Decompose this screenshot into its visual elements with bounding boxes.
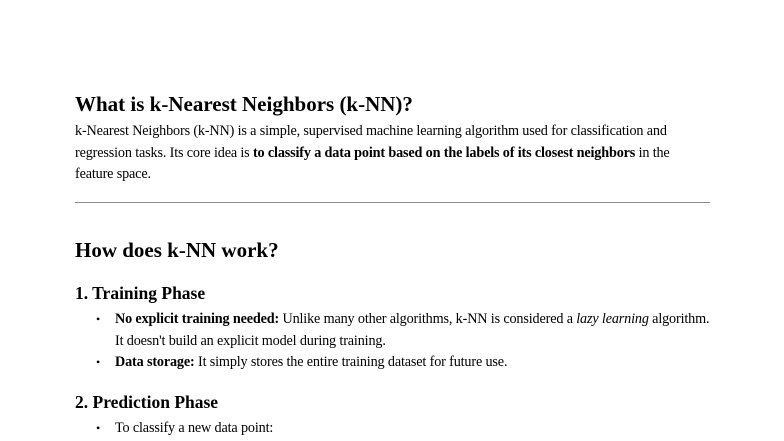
section-title-how-knn-works: How does k-NN work? <box>75 238 279 262</box>
bullet-icon: • <box>96 355 101 369</box>
bullet-icon: • <box>96 312 101 326</box>
training-phase-list <box>75 309 710 374</box>
subheading-prediction-phase: 2. Prediction Phase <box>75 392 219 412</box>
subheading-training-phase: 1. Training Phase <box>75 283 206 303</box>
intro-text-end: in the feature space. <box>75 144 670 182</box>
list-item-text-end: algorithm. It doesn't build an explicit model during training. <box>115 311 710 349</box>
list-item <box>75 309 710 352</box>
list-item <box>75 418 710 440</box>
section-title-what-is-knn: What is k-Nearest Neighbors (k-NN)? <box>75 92 413 116</box>
prediction-phase-list <box>75 418 710 440</box>
bullet-icon: • <box>96 421 101 435</box>
list-item-bold: Data storage: <box>115 354 195 370</box>
list-item-text: To classify a new data point: <box>115 420 274 436</box>
intro-paragraph <box>75 121 710 186</box>
section-divider <box>75 202 710 203</box>
intro-text-start: k-Nearest Neighbors (k-NN) is a simple, supervised machine learning algorithm used for classification and regression tasks. Its core idea is <box>75 123 667 161</box>
list-item <box>75 352 710 374</box>
list-item-text: Unlike many other algorithms, k-NN is considered a <box>279 311 577 327</box>
list-item-text: It simply stores the entire training dataset for future use. <box>194 354 508 370</box>
list-item-bold: No explicit training needed: <box>115 311 280 327</box>
list-item-italic: lazy learning <box>576 311 649 327</box>
intro-text-bold: to classify a data point based on the labels of its closest neighbors <box>252 144 636 161</box>
